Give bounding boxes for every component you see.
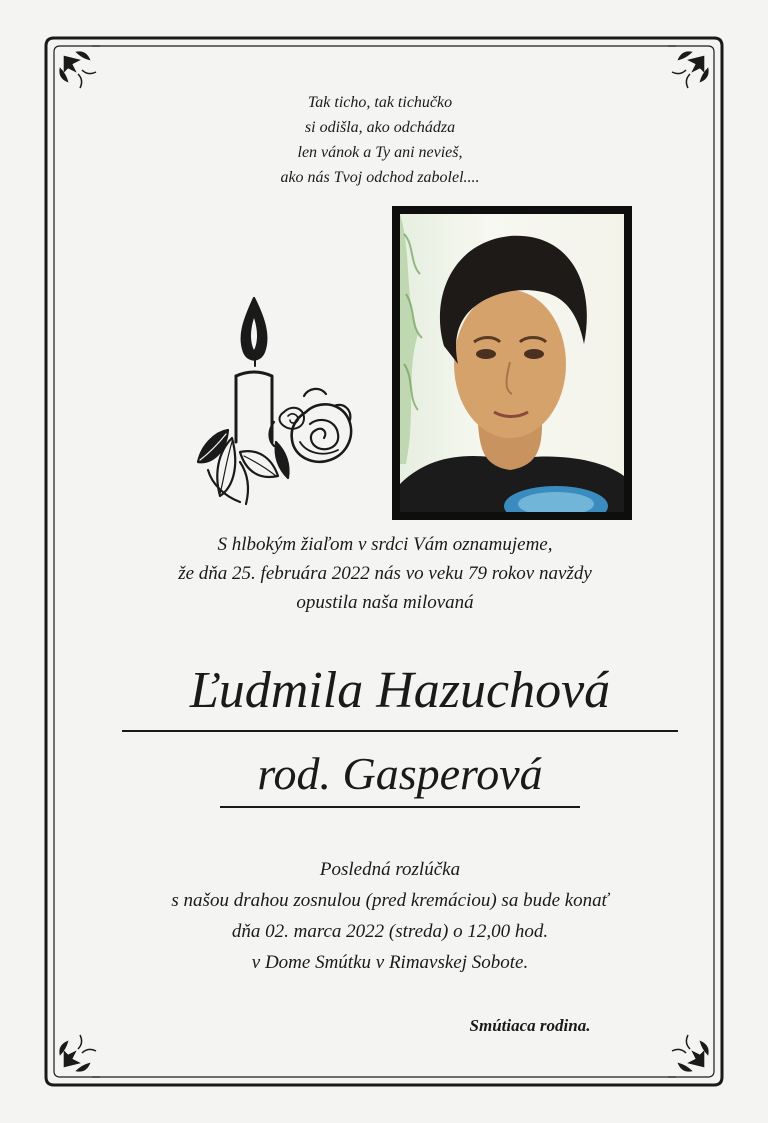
memorial-verse — [220, 90, 540, 190]
funeral-details — [90, 854, 690, 978]
family-signature: Smútiaca rodina. — [469, 1016, 591, 1035]
funeral-detail-line: dňa 02. marca 2022 (streda) o 12,00 hod. — [231, 921, 549, 942]
announcement-line: opustila naša milovaná — [296, 592, 474, 613]
funeral-detail-line: v Dome Smútku v Rimavskej Sobote. — [251, 952, 529, 973]
portrait-photo — [392, 206, 632, 520]
maiden-name: rod. Gasperová — [257, 748, 543, 799]
funeral-detail-line: Posledná rozlúčka — [319, 859, 461, 880]
name-underline — [122, 730, 678, 732]
maiden-name-underline — [220, 806, 580, 808]
announcement-line: že dňa 25. februára 2022 nás vo veku 79 rokov navždy — [178, 563, 592, 584]
candle-with-roses-icon — [188, 292, 358, 514]
death-announcement — [100, 530, 670, 617]
verse-line: ako nás Tvoj odchod zabolel.... — [280, 169, 480, 186]
funeral-detail-line: s našou drahou zosnulou (pred kremáciou) sa bude konať — [171, 890, 609, 911]
deceased-name: Ľudmila Hazuchová — [189, 662, 611, 719]
verse-line: Tak ticho, tak tichučko — [307, 94, 453, 111]
portrait-image — [400, 214, 624, 512]
verse-line: si odišla, ako odchádza — [304, 119, 456, 136]
verse-line: len vánok a Ty ani nevieš, — [297, 144, 463, 161]
announcement-line: S hlbokým žiaľom v srdci Vám oznamujeme, — [217, 534, 553, 555]
